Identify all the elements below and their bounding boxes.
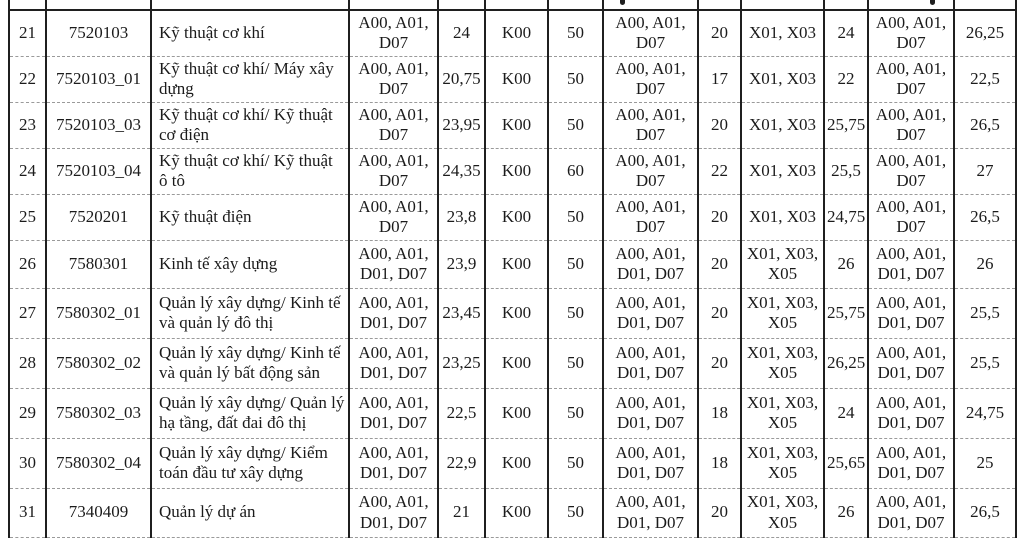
cell-quota-1: 50 bbox=[548, 438, 603, 488]
cell-combo-group-1: A00, A01, D01, D07 bbox=[349, 338, 438, 388]
cell-score-3: 24,75 bbox=[954, 388, 1016, 438]
cell-method-code: K00 bbox=[485, 148, 548, 194]
cell-score-3: 25,5 bbox=[954, 288, 1016, 338]
cell-method-code: K00 bbox=[485, 388, 548, 438]
cell-combo-group-x: X01, X03, X05 bbox=[741, 488, 824, 537]
cell-major-code: 7520103 bbox=[46, 10, 151, 56]
cell-major-name: Quản lý xây dựng/ Kiểm toán đầu tư xây dựng bbox=[151, 438, 349, 488]
cell-score-2: 24,75 bbox=[824, 194, 868, 240]
cell-score-3: 25,5 bbox=[954, 338, 1016, 388]
cell-score-1: 22,5 bbox=[438, 388, 485, 438]
cell-major-code: 7340409 bbox=[46, 488, 151, 537]
cell-method-code: K00 bbox=[485, 288, 548, 338]
cell-major-code: 7580302_04 bbox=[46, 438, 151, 488]
table-row bbox=[9, 194, 1016, 240]
cell-score-1: 24 bbox=[438, 10, 485, 56]
cell-method-code: K00 bbox=[485, 438, 548, 488]
cell-combo-group-x: X01, X03, X05 bbox=[741, 240, 824, 288]
cell-score-3: 26,5 bbox=[954, 488, 1016, 537]
cell-major-name: Quản lý xây dựng/ Kinh tế và quản lý đô thị bbox=[151, 288, 349, 338]
cell-quota-1: 50 bbox=[548, 56, 603, 102]
cell-row-number: 29 bbox=[9, 388, 46, 438]
cell-combo-group-1: A00, A01, D01, D07 bbox=[349, 240, 438, 288]
cell-combo-group-3: A00, A01, D07 bbox=[868, 56, 954, 102]
cell-quota-2: 20 bbox=[698, 338, 741, 388]
cell-quota-2: 20 bbox=[698, 288, 741, 338]
cell-major-code: 7580302_02 bbox=[46, 338, 151, 388]
clipped-header-cell bbox=[46, 0, 151, 10]
clipped-header-cell bbox=[9, 0, 46, 10]
cell-score-1: 23,45 bbox=[438, 288, 485, 338]
clipped-header-cell bbox=[868, 0, 954, 10]
cell-major-code: 7520103_03 bbox=[46, 102, 151, 148]
cell-quota-1: 50 bbox=[548, 194, 603, 240]
cell-combo-group-3: A00, A01, D07 bbox=[868, 10, 954, 56]
cell-major-code: 7580302_01 bbox=[46, 288, 151, 338]
cell-combo-group-x: X01, X03 bbox=[741, 102, 824, 148]
cell-combo-group-x: X01, X03, X05 bbox=[741, 438, 824, 488]
table-row bbox=[9, 56, 1016, 102]
cell-quota-2: 20 bbox=[698, 194, 741, 240]
cell-quota-2: 22 bbox=[698, 148, 741, 194]
cell-combo-group-1: A00, A01, D07 bbox=[349, 194, 438, 240]
cell-quota-1: 50 bbox=[548, 102, 603, 148]
cell-combo-group-2: A00, A01, D07 bbox=[603, 56, 698, 102]
cell-row-number: 23 bbox=[9, 102, 46, 148]
cell-row-number: 27 bbox=[9, 288, 46, 338]
cell-combo-group-1: A00, A01, D07 bbox=[349, 56, 438, 102]
table-row bbox=[9, 148, 1016, 194]
cell-combo-group-1: A00, A01, D01, D07 bbox=[349, 488, 438, 537]
cell-score-3: 26,25 bbox=[954, 10, 1016, 56]
cell-quota-2: 17 bbox=[698, 56, 741, 102]
cell-method-code: K00 bbox=[485, 56, 548, 102]
cell-combo-group-3: A00, A01, D01, D07 bbox=[868, 338, 954, 388]
table-row bbox=[9, 388, 1016, 438]
cell-score-3: 22,5 bbox=[954, 56, 1016, 102]
clipped-header-cell bbox=[485, 0, 548, 10]
cell-score-1: 24,35 bbox=[438, 148, 485, 194]
cell-combo-group-1: A00, A01, D01, D07 bbox=[349, 288, 438, 338]
cell-quota-1: 50 bbox=[548, 388, 603, 438]
cell-score-3: 26,5 bbox=[954, 102, 1016, 148]
cell-quota-1: 60 bbox=[548, 148, 603, 194]
cell-combo-group-1: A00, A01, D07 bbox=[349, 102, 438, 148]
cell-row-number: 24 bbox=[9, 148, 46, 194]
cell-combo-group-1: A00, A01, D01, D07 bbox=[349, 438, 438, 488]
cell-combo-group-2: A00, A01, D07 bbox=[603, 148, 698, 194]
cell-major-name: Quản lý dự án bbox=[151, 488, 349, 537]
cell-score-1: 23,95 bbox=[438, 102, 485, 148]
cell-score-3: 26,5 bbox=[954, 194, 1016, 240]
cell-combo-group-3: A00, A01, D07 bbox=[868, 194, 954, 240]
cell-row-number: 28 bbox=[9, 338, 46, 388]
cell-major-code: 7520103_04 bbox=[46, 148, 151, 194]
cell-score-2: 25,75 bbox=[824, 102, 868, 148]
cell-score-1: 21 bbox=[438, 488, 485, 537]
clipped-header-row bbox=[9, 0, 1016, 10]
cell-score-2: 22 bbox=[824, 56, 868, 102]
cell-row-number: 22 bbox=[9, 56, 46, 102]
cell-quota-2: 20 bbox=[698, 102, 741, 148]
cell-score-1: 23,9 bbox=[438, 240, 485, 288]
cell-combo-group-3: A00, A01, D01, D07 bbox=[868, 488, 954, 537]
cell-combo-group-3: A00, A01, D07 bbox=[868, 148, 954, 194]
cell-major-code: 7520201 bbox=[46, 194, 151, 240]
cell-combo-group-1: A00, A01, D01, D07 bbox=[349, 388, 438, 438]
cell-quota-1: 50 bbox=[548, 10, 603, 56]
cell-score-2: 25,5 bbox=[824, 148, 868, 194]
cell-row-number: 21 bbox=[9, 10, 46, 56]
cell-combo-group-3: A00, A01, D01, D07 bbox=[868, 388, 954, 438]
clipped-text-remnant bbox=[930, 0, 935, 5]
clipped-header-cell bbox=[954, 0, 1016, 10]
cell-row-number: 30 bbox=[9, 438, 46, 488]
cell-combo-group-2: A00, A01, D07 bbox=[603, 194, 698, 240]
clipped-header-cell bbox=[438, 0, 485, 10]
cell-score-1: 23,8 bbox=[438, 194, 485, 240]
cell-combo-group-1: A00, A01, D07 bbox=[349, 148, 438, 194]
cell-score-2: 26 bbox=[824, 240, 868, 288]
cell-quota-1: 50 bbox=[548, 240, 603, 288]
cell-quota-1: 50 bbox=[548, 488, 603, 537]
cell-method-code: K00 bbox=[485, 338, 548, 388]
cell-combo-group-x: X01, X03 bbox=[741, 148, 824, 194]
cell-score-3: 26 bbox=[954, 240, 1016, 288]
cell-combo-group-x: X01, X03, X05 bbox=[741, 288, 824, 338]
clipped-text-remnant bbox=[620, 0, 625, 5]
cell-major-name: Kỹ thuật cơ khí/ Kỹ thuật ô tô bbox=[151, 148, 349, 194]
table-body bbox=[9, 10, 1016, 537]
cell-row-number: 26 bbox=[9, 240, 46, 288]
cell-score-2: 26 bbox=[824, 488, 868, 537]
cell-method-code: K00 bbox=[485, 194, 548, 240]
table-row bbox=[9, 288, 1016, 338]
cell-quota-2: 20 bbox=[698, 10, 741, 56]
clipped-header-cell bbox=[698, 0, 741, 10]
cell-combo-group-1: A00, A01, D07 bbox=[349, 10, 438, 56]
admission-scores-table bbox=[8, 0, 1017, 538]
cell-combo-group-2: A00, A01, D01, D07 bbox=[603, 338, 698, 388]
cell-major-name: Kỹ thuật điện bbox=[151, 194, 349, 240]
cell-method-code: K00 bbox=[485, 240, 548, 288]
table-row bbox=[9, 488, 1016, 537]
cell-score-1: 23,25 bbox=[438, 338, 485, 388]
cell-combo-group-2: A00, A01, D01, D07 bbox=[603, 438, 698, 488]
cell-score-2: 24 bbox=[824, 388, 868, 438]
clipped-header-cell bbox=[349, 0, 438, 10]
cell-quota-2: 18 bbox=[698, 388, 741, 438]
cell-quota-2: 18 bbox=[698, 438, 741, 488]
cell-combo-group-3: A00, A01, D01, D07 bbox=[868, 288, 954, 338]
cell-score-1: 20,75 bbox=[438, 56, 485, 102]
cell-score-2: 24 bbox=[824, 10, 868, 56]
cell-score-1: 22,9 bbox=[438, 438, 485, 488]
cell-method-code: K00 bbox=[485, 102, 548, 148]
cell-combo-group-2: A00, A01, D01, D07 bbox=[603, 240, 698, 288]
cell-score-2: 26,25 bbox=[824, 338, 868, 388]
cell-combo-group-3: A00, A01, D01, D07 bbox=[868, 438, 954, 488]
cell-combo-group-2: A00, A01, D01, D07 bbox=[603, 388, 698, 438]
cell-method-code: K00 bbox=[485, 10, 548, 56]
cell-score-2: 25,65 bbox=[824, 438, 868, 488]
cell-combo-group-x: X01, X03 bbox=[741, 56, 824, 102]
cell-quota-1: 50 bbox=[548, 288, 603, 338]
cell-row-number: 31 bbox=[9, 488, 46, 537]
cell-major-code: 7580302_03 bbox=[46, 388, 151, 438]
table-row bbox=[9, 240, 1016, 288]
clipped-header-cell bbox=[741, 0, 824, 10]
table-row bbox=[9, 338, 1016, 388]
cell-combo-group-2: A00, A01, D07 bbox=[603, 10, 698, 56]
cell-quota-2: 20 bbox=[698, 240, 741, 288]
cell-major-code: 7520103_01 bbox=[46, 56, 151, 102]
cell-major-name: Kinh tế xây dựng bbox=[151, 240, 349, 288]
cell-major-name: Kỹ thuật cơ khí/ Kỹ thuật cơ điện bbox=[151, 102, 349, 148]
clipped-header-cell bbox=[824, 0, 868, 10]
cell-combo-group-x: X01, X03 bbox=[741, 194, 824, 240]
cell-combo-group-2: A00, A01, D01, D07 bbox=[603, 488, 698, 537]
table-row bbox=[9, 102, 1016, 148]
cell-combo-group-2: A00, A01, D01, D07 bbox=[603, 288, 698, 338]
cell-combo-group-x: X01, X03, X05 bbox=[741, 388, 824, 438]
clipped-header-cell bbox=[548, 0, 603, 10]
cell-major-name: Kỹ thuật cơ khí bbox=[151, 10, 349, 56]
cell-quota-1: 50 bbox=[548, 338, 603, 388]
cell-combo-group-x: X01, X03 bbox=[741, 10, 824, 56]
cell-major-name: Quản lý xây dựng/ Quản lý hạ tầng, đất đai đô thị bbox=[151, 388, 349, 438]
cell-row-number: 25 bbox=[9, 194, 46, 240]
cell-major-name: Kỹ thuật cơ khí/ Máy xây dựng bbox=[151, 56, 349, 102]
table-row bbox=[9, 10, 1016, 56]
clipped-header-cell bbox=[603, 0, 698, 10]
cell-combo-group-2: A00, A01, D07 bbox=[603, 102, 698, 148]
table-row bbox=[9, 438, 1016, 488]
cell-major-name: Quản lý xây dựng/ Kinh tế và quản lý bất động sản bbox=[151, 338, 349, 388]
cell-combo-group-3: A00, A01, D01, D07 bbox=[868, 240, 954, 288]
cell-quota-2: 20 bbox=[698, 488, 741, 537]
cell-combo-group-x: X01, X03, X05 bbox=[741, 338, 824, 388]
clipped-header-cell bbox=[151, 0, 349, 10]
cell-score-3: 27 bbox=[954, 148, 1016, 194]
cell-score-3: 25 bbox=[954, 438, 1016, 488]
cell-combo-group-3: A00, A01, D07 bbox=[868, 102, 954, 148]
cell-method-code: K00 bbox=[485, 488, 548, 537]
cell-score-2: 25,75 bbox=[824, 288, 868, 338]
cell-major-code: 7580301 bbox=[46, 240, 151, 288]
